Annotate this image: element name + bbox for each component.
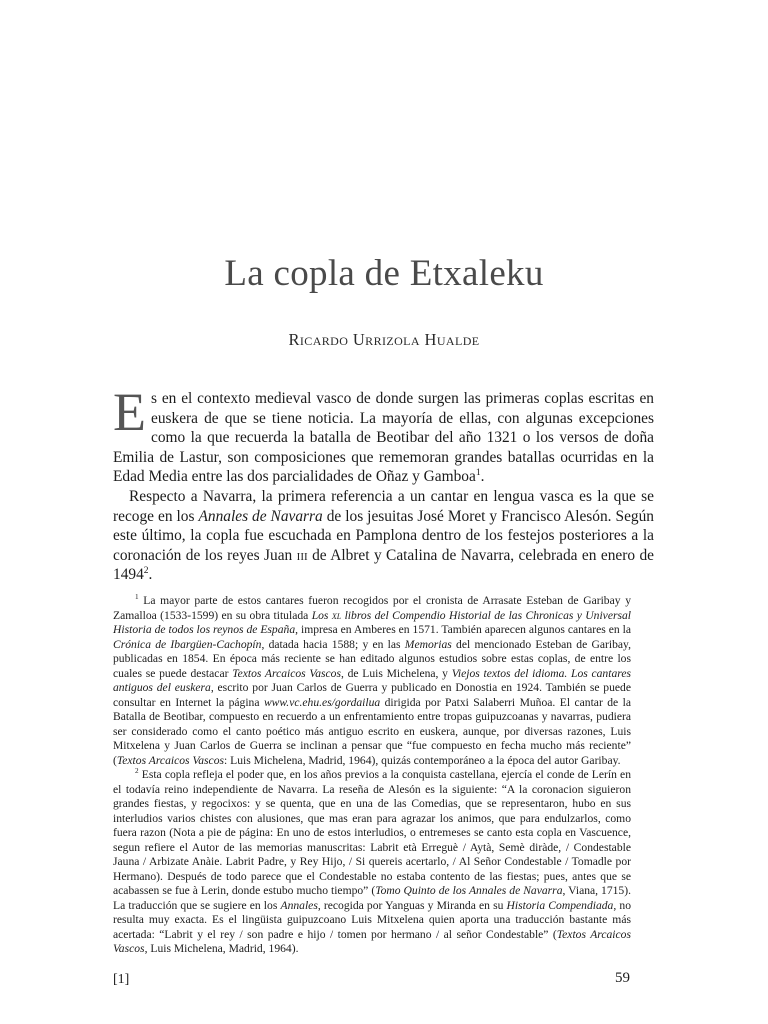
page-number: 59 bbox=[615, 970, 630, 986]
body-text bbox=[113, 382, 654, 585]
footer-reference: [1] bbox=[113, 972, 130, 987]
article-title: La copla de Etxaleku bbox=[224, 253, 544, 294]
paragraph-1: Es en el contexto medieval vasco de donde surgen las primeras coplas escritas en euskera de que se tiene noticia. La mayoría de ellas, con algunas excepciones como la que recuerda la batalla de Beotibar del año 1321 o los versos de doña Emilia de Lastur, son composiciones que rememoran grandes batallas ocurridas en la Edad Media entre las dos parcialidades de Oñaz y Gamboa$^1$. bbox=[113, 382, 654, 486]
paragraph-2: Respecto a Navarra, la primera referencia a un cantar en lengua vasca es la que se recoge en los Annales de Navarra de los jesuitas José Moret y Francisco Alesón. Según este último, la copla fue escuchada en Pamplona dentro de los festejos posteriores a la coronación de los reyes Juan iii de Albret y Catalina de Navarra, celebrada en enero de 1494$^2$. bbox=[113, 487, 654, 584]
footnotes bbox=[113, 594, 631, 957]
footnote-ref-1[interactable]: 1 bbox=[475, 467, 481, 479]
author-name: Ricardo Urrizola Hualde bbox=[288, 330, 480, 349]
drop-cap: E bbox=[113, 382, 146, 442]
footnote-ref-2[interactable]: 2 bbox=[143, 565, 149, 577]
website-link[interactable]: www.vc.ehu.es/gordailua bbox=[263, 695, 381, 709]
footnote-2: $^2$ Esta copla refleja el poder que, en los años previos a la conquista castellana, ejercía el conde de Lerín en el todavía reino independiente de Navarra. La reseña de Alesón es la siguiente: “A la coronacion siguieron grandes fiestas, y regocixos: y se quenta, que en una de las Comedias, que se representaron, hubo en sus interludios varios chistes con alusiones, que mas eran para agrazar los animos, que para endulzarlos, como fuera razon (Nota a pie de página: En uno de estos interludios, o entremeses se canto esta copla en Vascuence, segun refiere el Autor de las memorias manuscritas: Labrit età Erreguè / Aytà, Semè diràde, / Condestable Jauna / Arbizate Anàie. Labrit Padre, y Rey Hijo, / Si quereis acertarlo, / Al Señor Condestable / Tomadle por Hermano). Después de todo parece que el Condestable no estaba contento de las fiestas; pues, antes que se acabassen se fue à Lerin, donde estubo mucho tiempo” (Tomo Quinto de los Annales de Navarra, Viana, 1715). La traducción que se sugiere en los Annales, recogida por Yanguas y Miranda en su Historia Compendiada, no resulta muy exacta. Es el lingüista guipuzcoano Luis Mitxelena quien aporta una traducción bastante más acertada: “Labrit y el rey / son padre e hijo / tomen por hermano / al señor Condestable” (Textos Arcaicos Vascos, Luis Michelena, Madrid, 1964). bbox=[113, 767, 631, 955]
footnote-1: $^1$ La mayor parte de estos cantares fueron recogidos por el cronista de Arrasate Esteban de Garibay y Zamalloa (1533-1599) en su obra titulada Los xl libros del Compendio Historial de las Chronicas y Universal Historia de todos los reynos de España, impresa en Amberes en 1571. También aparecen algunos cantares en la Crónica de Ibargüen-Cachopín, datada hacia 1588; y en las Memorias del mencionado Esteban de Garibay, publicadas en 1854. En época más reciente se han editado algunos estudios sobre estas coplas, de entre los cuales se puede destacar Textos Arcaicos Vascos, de Luis Michelena, y Viejos textos del idioma. Los cantares antiguos del euskera, escrito por Juan Carlos de Guerra y publicado en Donostia en 1924. También se puede consultar en Internet la página www.vc.ehu.es/gordailua dirigida por Patxi Salaberri Muñoa. El cantar de la Batalla de Beotibar, compuesto en recuerdo a un enfrentamiento entre tropas guipuzcoanas y navarras, pudiera ser considerado como el canto poético más antiguo escrito en euskera, aunque, por diversas razones, Luis Mitxelena y Juan Carlos de Guerra se inclinan a pensar que “fue compuesto en fecha mucho más reciente” (Textos Arcaicos Vascos: Luis Michelena, Madrid, 1964), quizás contemporáneo a la época del autor Garibay. bbox=[113, 593, 632, 767]
